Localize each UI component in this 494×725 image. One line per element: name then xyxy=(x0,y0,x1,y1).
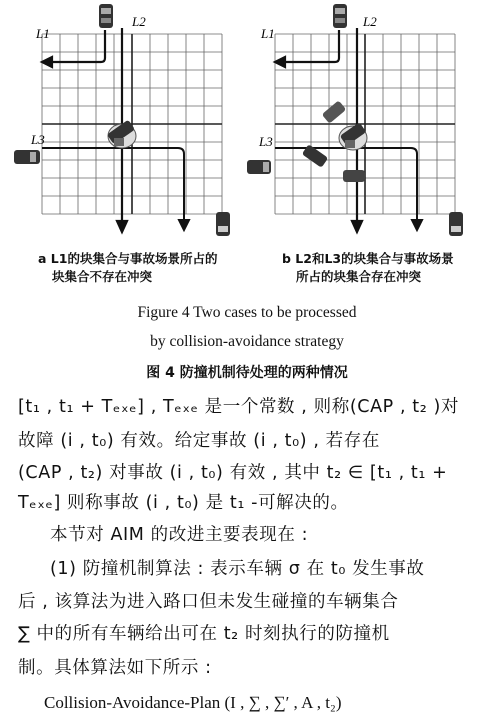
label-l1-b: L1 xyxy=(261,26,275,41)
text-line-5: 本节对 AIM 的改进主要表现在 : xyxy=(50,525,309,545)
caption-a-line1: a L1的块集合与事故场景所占的 xyxy=(38,251,218,266)
car-top-b xyxy=(333,4,347,28)
text-line-6: (1) 防撞机制算法 : 表示车辆 σ 在 t₀ 发生事故 xyxy=(50,559,425,579)
caption-a-line2: 块集合不存在冲突 xyxy=(52,269,153,284)
caption-panel-a xyxy=(38,250,238,286)
label-l3-a: L3 xyxy=(31,132,45,147)
label-l3-b: L3 xyxy=(259,134,273,149)
car-left-a xyxy=(14,150,40,164)
figure-panel-a xyxy=(0,0,247,248)
car-top-a xyxy=(99,4,113,28)
text-line-3: (CAP , t₂) 对事故 (i , t₀) 有效 , 其中 t₂ ∈ [t₁ , t₁ + xyxy=(18,463,448,483)
path-l1-a xyxy=(42,30,105,67)
figure-caption-en-2: by collision-avoidance strategy xyxy=(150,333,344,350)
label-l2-a: L2 xyxy=(132,14,146,29)
text-line-2: 故障 (i , t₀) 有效。给定事故 (i , t₀) , 若存在 xyxy=(18,431,380,451)
crash-scene-b xyxy=(339,122,367,150)
text-line-1: [t₁ , t₁ + Tₑₓₑ] , Tₑₓₑ 是一个常数 , 则称(CAP , t₂ )对 xyxy=(18,397,460,417)
algorithm-signature: Collision-Avoidance-Plan (I , ∑ , ∑′ , A , t₂) xyxy=(44,693,342,712)
car-bottom-a xyxy=(216,212,230,236)
caption-panel-b xyxy=(282,250,482,286)
label-l2-b: L2 xyxy=(363,14,377,29)
car-bottom-b xyxy=(449,212,463,236)
figure-caption-zh: 图 4 防撞机制待处理的两种情况 xyxy=(146,365,348,381)
car-left-b xyxy=(247,160,271,174)
caption-b-line1: b L2和L3的块集合与事故场景 xyxy=(282,251,454,266)
text-line-7: 后 , 该算法为进入路口但未发生碰撞的车辆集合 xyxy=(18,592,399,612)
figure-caption-en-1: Figure 4 Two cases to be processed xyxy=(137,304,357,321)
text-line-8: ∑ 中的所有车辆给出可在 t₂ 时刻执行的防撞机 xyxy=(18,624,390,644)
label-l1-a: L1 xyxy=(36,26,50,41)
text-line-9: 制。具体算法如下所示 : xyxy=(18,658,212,678)
text-line-4: Tₑₓₑ] 则称事故 (i , t₀) 是 t₁ -可解决的。 xyxy=(18,493,349,513)
figure-panel-b xyxy=(247,0,494,248)
caption-b-line2: 所占的块集合存在冲突 xyxy=(296,269,422,284)
conflict-car-l2-b xyxy=(322,100,347,123)
